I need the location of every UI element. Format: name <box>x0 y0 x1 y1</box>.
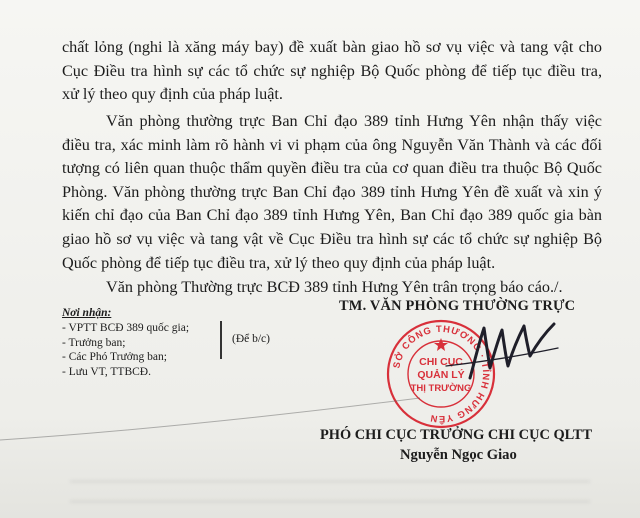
page-bottom-blur <box>70 480 590 518</box>
text-line: giao hồ sơ vụ việc và tang vật về Cục Điều tra hình sự các tổ chức sự nghiệp Bộ <box>62 229 602 248</box>
stamp-outer-text: SỞ CÔNG THƯƠNG · TỈNH HƯNG YÊN <box>390 322 493 426</box>
recipient-item: - VPTT BCĐ 389 quốc gia; <box>62 321 190 334</box>
recipients-bracket <box>221 321 224 359</box>
text-line: Quốc phòng để tiếp tục điều tra, xử lý theo quy định của pháp luật. <box>62 253 496 272</box>
recipient-item: - Các Phó Trưởng ban; <box>62 351 167 364</box>
paragraph-proposal <box>62 110 602 275</box>
text-line: Văn phòng Thường trực BCĐ 389 tỉnh Hưng Yên trân trọng báo cáo./. <box>106 278 563 296</box>
signer-name: Nguyễn Ngọc Giao <box>400 447 517 463</box>
text-line: Phòng. Văn phòng thường trực Ban Chỉ đạo 389 tỉnh Hưng Yên đề xuất và xin ý <box>62 182 602 201</box>
paragraph-closing <box>62 276 602 300</box>
stamp-center-line: QUẢN LÝ <box>417 369 465 381</box>
stamp-center-line: THỊ TRƯỜNG <box>410 383 472 394</box>
text-line: điều tra, xác minh làm rõ hành vi vi phạm của ông Nguyễn Văn Thành và các đối <box>62 135 602 154</box>
recipient-item: - Trưởng ban; <box>62 336 126 349</box>
text-line: xử lý theo quy định của pháp luật. <box>62 85 283 104</box>
text-line: chất lỏng (nghi là xăng máy bay) đề xuất bàn giao hồ sơ vụ việc và tang vật cho <box>62 38 602 56</box>
recipients-title: Nơi nhận: <box>62 307 112 319</box>
paragraph-continuation <box>62 36 602 107</box>
text-line: tượng có liên quan thuộc thẩm quyền điều tra của cơ quan điều tra thuộc Bộ Quốc <box>62 159 602 178</box>
stamp-center-line: CHI CỤC <box>419 356 463 368</box>
signer-role: PHÓ CHI CỤC TRƯỞNG CHI CỤC QLTT <box>320 427 593 443</box>
handwritten-signature <box>440 316 560 386</box>
signer-on-behalf: TM. VĂN PHÒNG THƯỜNG TRỰC <box>339 298 576 314</box>
recipients-note: (Để b/c) <box>232 333 270 345</box>
text-line: kiến chỉ đạo của Ban Chỉ đạo 389 tỉnh Hưng Yên, Ban Chỉ đạo 389 quốc gia bàn <box>62 206 602 225</box>
text-line: Văn phòng thường trực Ban Chỉ đạo 389 tỉnh Hưng Yên nhận thấy việc <box>106 112 602 130</box>
text-line: Cục Điều tra hình sự các tổ chức sự nghiệp Bộ Quốc phòng để tiếp tục điều tra, <box>62 61 602 80</box>
recipients-list <box>62 306 332 380</box>
recipient-item: - Lưu VT, TTBCĐ. <box>62 366 151 379</box>
